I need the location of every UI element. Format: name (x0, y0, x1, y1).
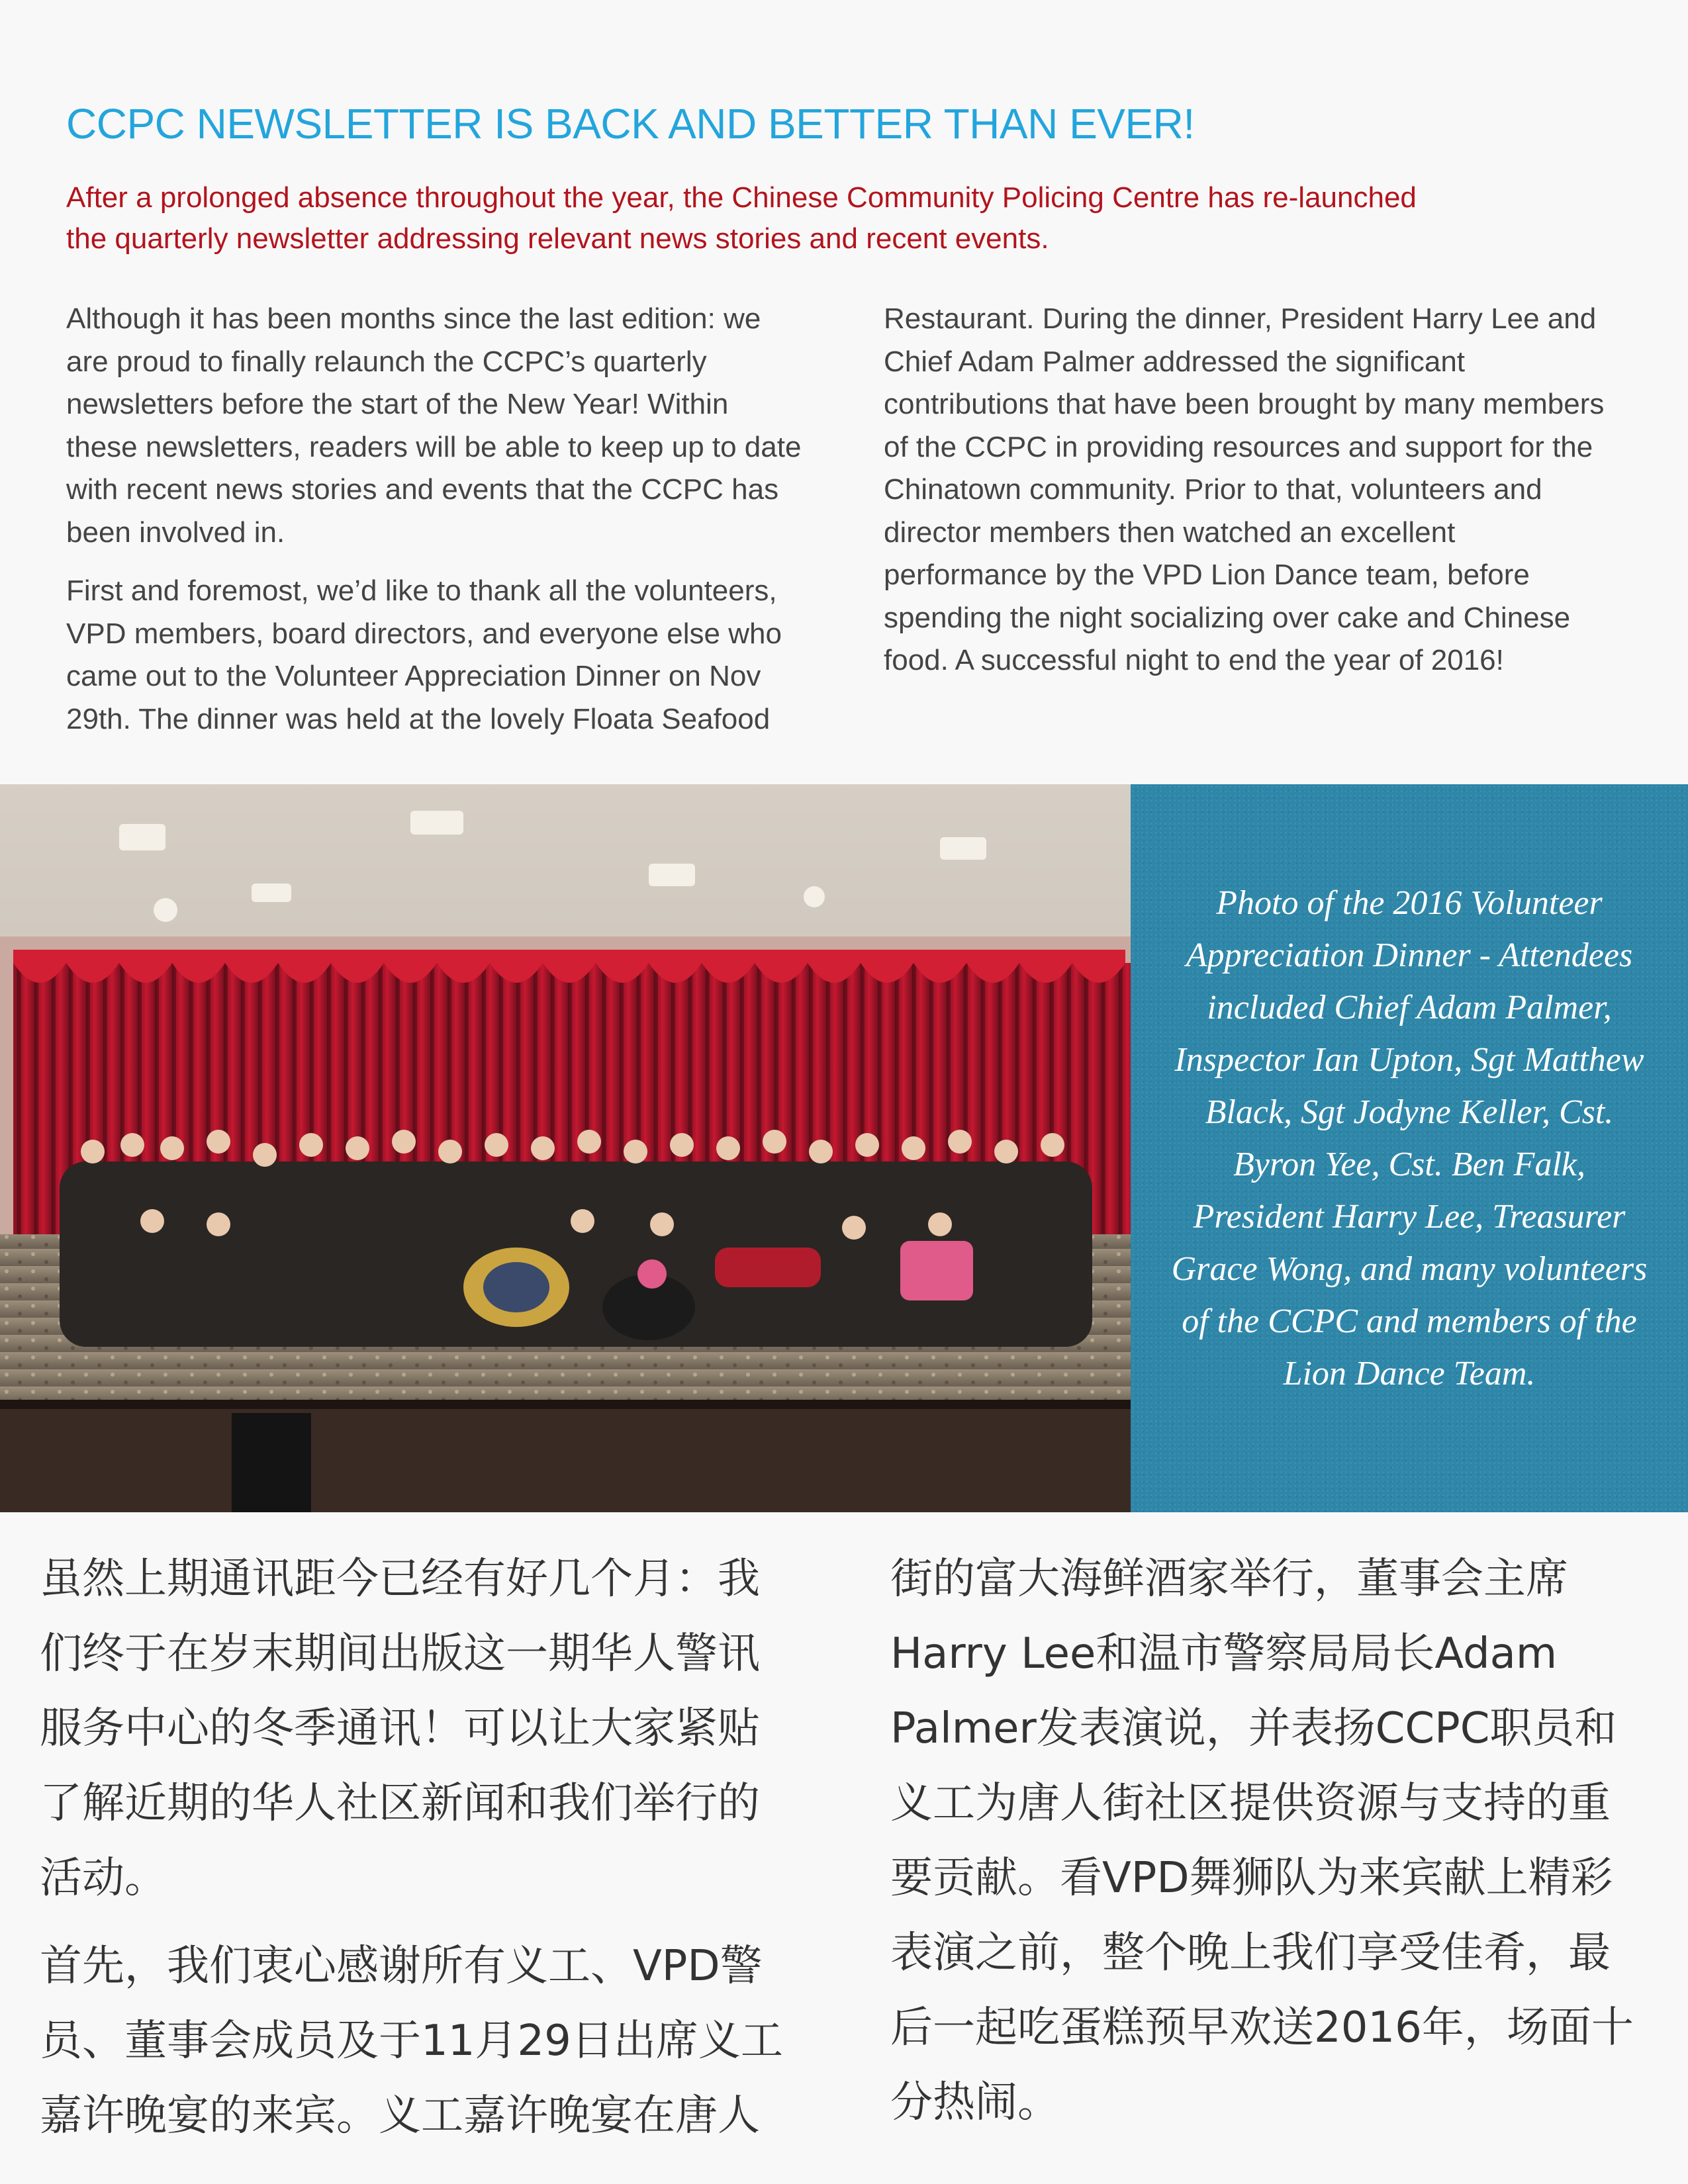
headline: CCPC NEWSLETTER IS BACK AND BETTER THAN EVER! (66, 100, 1195, 148)
english-body (66, 298, 1622, 748)
english-paragraph-2: First and foremost, we’d like to thank all the volunteers, VPD members, board directors, and everyone else who came out to the Volunteer Appreciation Dinner on Nov 29th. The dinner was held at the lovely Floata Seafood Restaurant. During the dinner, President Harry Lee and Chief Adam Palmer addressed the significant contributions that have been brought by many members of the CCPC in providing resources and support for the Chinatown community. Prior to that, volunteers and director members then watched an excellent performance by the VPD Lion Dance team, before spending the night socializing over cake and Chinese food. A successful night to end the year of 2016! (66, 302, 1605, 735)
chinese-body (40, 1542, 1648, 2164)
intro-text: After a prolonged absence throughout the year, the Chinese Community Policing Centre has re-launched the quarterly newsletter addressing relevant news stories and recent events. (66, 181, 1417, 255)
event-photo (0, 784, 1131, 1512)
chinese-paragraph-2: 首先，我们衷心感谢所有义工、VPD警员、董事会成员及于11月29日出席义工嘉许晚宴的来宾。义工嘉许晚宴在唐人街的富大海鲜酒家举行，董事会主席Harry Lee和温市警察局局长Adam Palmer发表演说，并表扬CCPC职员和义工为唐人街社区提供资源与支持的重要贡献。看VPD舞狮队为来宾献上精彩表演之前，整个晚上我们享受佳肴，最后一起吃蛋糕预早欢送2016年，场面十分热闹。 (40, 1555, 1634, 2140)
chinese-paragraph-1: 虽然上期通讯距今已经有好几个月：我们终于在岁末期间出版这一期华人警讯服务中心的冬季通讯！可以让大家紧贴了解近期的华人社区新闻和我们举行的活动。 (40, 1555, 760, 1903)
photo-caption: Photo of the 2016 Volunteer Appreciation Dinner - Attendees included Chief Adam Palmer, Inspector Ian Upton, Sgt Matthew Black, Sgt Jodyne Keller, Cst. Byron Yee, Cst. Ben Falk, President Harry Lee, Treasurer Grace Wong, and many volunteers of the CCPC and members of the Lion Dance Team. (1171, 884, 1648, 1392)
caption-panel (1131, 784, 1688, 1512)
english-paragraph-1: Although it has been months since the last edition: we are proud to finally relaunch the CCPC’s quarterly newsletters before the start of the New Year! Within these newsletters, readers will be able to keep up to date with recent news stories and events that the CCPC has been involved in. (66, 302, 802, 549)
